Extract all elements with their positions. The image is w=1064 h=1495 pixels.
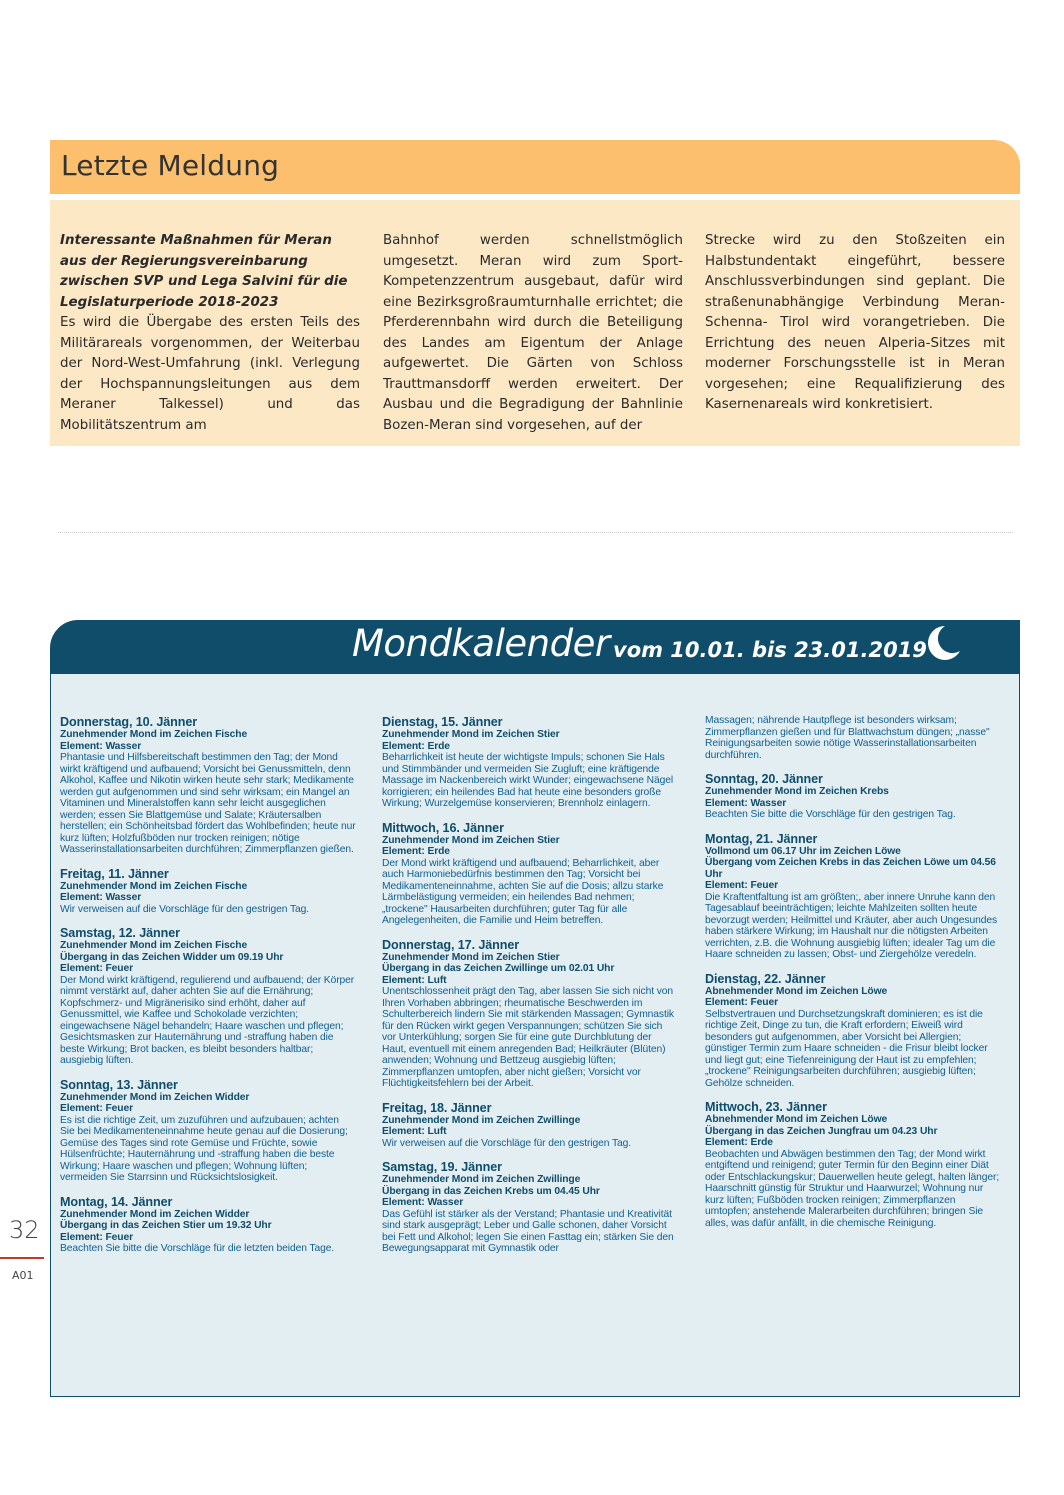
calendar-entry-moon-info: Übergang in das Zeichen Jungfrau um 04.23 Uhr <box>705 1125 938 1137</box>
calendar-entry-moon-info: Zunehmender Mond im Zeichen Zwillinge <box>382 1174 581 1185</box>
calendar-entry-day: Freitag, 18. Jänner <box>382 1100 492 1115</box>
calendar-entry <box>60 867 356 916</box>
calendar-entry-moon-info: Element: Wasser <box>60 892 142 903</box>
calendar-entry-moon-info: Zunehmender Mond im Zeichen Fische <box>60 940 248 951</box>
calendar-entry-moon-info: Element: Erde <box>382 846 450 857</box>
calendar-entry-text: Beachten Sie bitte die Vorschläge für den gestrigen Tag. <box>705 809 956 820</box>
edition-code: A01 <box>12 1269 34 1282</box>
calendar-entry <box>60 1195 356 1255</box>
calendar-entry-moon-info: Element: Wasser <box>382 1197 464 1208</box>
calendar-entry-moon-info: Element: Feuer <box>705 880 778 891</box>
mondkalender-date-range: vom 10.01. bis 23.01.2019 <box>613 638 927 662</box>
calendar-entry-text: Es ist die richtige Zeit, um zuzuführen und aufzubauen; achten Sie bei Medikamenteneinnahme heute genau auf die Dosierung; Gemüse des Tages sind rote Gemüse und Früchte, sowie Hülsenfrüchte; Hauternährung und -straffung haben die beste Wirkung; Haare waschen und pflegen; Wohnung lüften; vermeiden Sie Starrsinn und Rücksichtslosigkeit. <box>60 1114 348 1183</box>
calendar-entry <box>705 972 1001 1090</box>
calendar-entry-day: Montag, 14. Jänner <box>60 1194 173 1209</box>
calendar-entry-moon-info: Vollmond um 06.17 Uhr im Zeichen Löwe <box>705 845 901 857</box>
calendar-entry-moon-info: Element: Luft <box>382 974 447 986</box>
calendar-entry-text: Beobachten und Abwägen bestimmen den Tag; der Mond wirkt entgiftend und reinigend; guter Termin für den Beginn einer Diät oder Entschlackungskur; Dauerwellen heute gelegt, halten länger; Haarschnitt günstig für Struktur und Haarwurzel; Wohnung nur kurz lüften; Fußböden trocken reinigen; Zimmerpflanzen umtopfen; anstehende Malerarbeiten durchführen; bringen Sie alles, was dafür anfällt, in die chemische Reinigung. <box>705 1148 1000 1229</box>
letzte-meldung-header <box>50 140 1020 194</box>
calendar-entry-day: Sonntag, 20. Jänner <box>705 772 823 786</box>
calendar-entry <box>705 715 1001 761</box>
letzte-meldung-title: Letzte Meldung <box>61 149 280 182</box>
calendar-entry-day: Dienstag, 15. Jänner <box>382 715 503 729</box>
calendar-entry <box>60 1078 356 1184</box>
calendar-entry-moon-info: Element: Wasser <box>60 740 142 752</box>
calendar-entry-moon-info: Übergang in das Zeichen Stier um 19.32 Uhr <box>60 1220 272 1231</box>
calendar-entry <box>60 926 356 1067</box>
calendar-entry-moon-info: Element: Feuer <box>60 1231 133 1243</box>
article-text-1: Es wird die Übergabe des ersten Teils des Militärareals vorgenommen, der Weiterbau der Nord-West-Umfahrung (inkl. Verlegung der Hochspannungsleitungen aus dem Meraner Talkessel) und das Mobilitätszentrum am <box>60 315 360 433</box>
calendar-entry-day: Montag, 21. Jänner <box>705 831 818 846</box>
calendar-column-3 <box>705 715 1001 1240</box>
article-column-2 <box>383 231 683 436</box>
calendar-entry-moon-info: Übergang vom Zeichen Krebs in das Zeichen Löwe um 04.56 Uhr <box>705 857 996 880</box>
calendar-entry-moon-info: Zunehmender Mond im Zeichen Zwillinge <box>382 1114 581 1126</box>
calendar-entry-moon-info: Zunehmender Mond im Zeichen Stier <box>382 951 560 963</box>
calendar-entry <box>60 715 356 856</box>
calendar-entry-moon-info: Element: Erde <box>382 740 450 752</box>
calendar-entry <box>705 832 1001 961</box>
calendar-entry-text: Massagen; nährende Hautpflege ist besonders wirksam; Zimmerpflanzen gießen und für Blattwachstum düngen; „nasse" Reinigungsarbeiten sowie nötige Wasserinstallationsarbeiten durchführen. <box>705 715 990 761</box>
article-column-1 <box>60 231 360 436</box>
article-text-2: Bahnhof werden schnellstmöglich umgesetzt. Meran wird zum Sport-Kompetenzzentrum ausgebaut, dafür wird eine Bezirksgroßraumturnhalle errichtet; die Pferderennbahn wird durch die Beteiligung des Landes am Eigentum der Anlage aufgewertet. Die Gärten von Schloss Trauttmansdorff werden erweitert. Der Ausbau und die Begradigung der Bahnlinie Bozen-Meran sind vorgesehen, auf der <box>383 233 683 433</box>
article-lead: Interessante Maßnahmen für Meran aus der Regierungsvereinbarung zwischen SVP und Lega Salvini für die Legislaturperiode 2018-2023 <box>60 233 348 310</box>
calendar-entry-text: Wir verweisen auf die Vorschläge für den gestrigen Tag. <box>382 1137 632 1149</box>
letzte-meldung-body <box>50 200 1020 446</box>
calendar-entry-text: Beharrlichkeit ist heute der wichtigste Impuls; schonen Sie Hals und Stimmbänder und vermeiden Sie Zugluft; eine kräftigende Massage im Nackenbereich wirkt Wunder; eingewachsene Nägel korrigieren; ein heilendes Bad hat heute eine besonders große Wirkung; Wurzelgemüse konservieren; Brennholz einlagern. <box>382 752 674 809</box>
calendar-entry-moon-info: Element: Wasser <box>705 797 787 809</box>
calendar-entry-day: Mittwoch, 16. Jänner <box>382 820 504 835</box>
calendar-entry-moon-info: Übergang in das Zeichen Krebs um 04.45 Uhr <box>382 1185 600 1197</box>
calendar-entry-moon-info: Zunehmender Mond im Zeichen Fische <box>60 729 248 740</box>
calendar-entry <box>382 1101 678 1150</box>
calendar-entry-text: Der Mond wirkt kräftigend, regulierend und aufbauend; der Körper nimmt verstärkt auf, daher achten Sie auf die Ernährung; Kopfschmerz- und Migränerisiko sind erhöht, daher auf Genussmittel, wie Kaffee und Schokolade verzichten; eingewachsene Nägel behandeln; Haare waschen und pflegen; Gesichtsmasken zur Hauternährung und -straffung haben die beste Wirkung; Brot backen, es bleibt besonders haltbar; ausgiebig lüften. <box>60 974 355 1066</box>
calendar-entry-moon-info: Zunehmender Mond im Zeichen Stier <box>382 834 560 846</box>
calendar-entry-moon-info: Zunehmender Mond im Zeichen Fische <box>60 880 248 892</box>
calendar-entry-moon-info: Zunehmender Mond im Zeichen Stier <box>382 729 560 740</box>
calendar-entry-moon-info: Element: Feuer <box>705 997 778 1008</box>
crescent-moon-icon <box>923 623 963 663</box>
calendar-column-1 <box>60 715 356 1266</box>
calendar-entry-moon-info: Abnehmender Mond im Zeichen Löwe <box>705 985 888 997</box>
calendar-entry-moon-info: Zunehmender Mond im Zeichen Krebs <box>705 786 889 797</box>
calendar-entry-day: Samstag, 12. Jänner <box>60 926 180 940</box>
calendar-entry-moon-info: Element: Feuer <box>60 963 133 974</box>
calendar-entry-day: Sonntag, 13. Jänner <box>60 1077 178 1092</box>
calendar-entry-text: Die Kraftentfaltung ist am größten;, aber innere Unruhe kann den Tagesablauf beeinträchtigen; leichte Mahlzeiten sollten heute bevorzugt werden; Heilmittel und Kräuter, aber auch Ungesundes haben stärkere Wirkung; im Haushalt nur die nötigsten Arbeiten verrichten, z.B. die Wohnung ausgiebig lüften; idealer Tag um die Haare schneiden zu lassen; Obst- und Ziergehölze veredeln. <box>705 891 998 960</box>
calendar-entry-text: Das Gefühl ist stärker als der Verstand; Phantasie und Kreativität sind stark ausgeprägt; Leber und Galle schonen, daher Vorsicht bei Fett und Alkohol; legen Sie einen Fasttag ein; stärken Sie den Bewegungsapparat mit Gymnastik oder <box>382 1208 674 1254</box>
calendar-entry-day: Samstag, 19. Jänner <box>382 1160 502 1174</box>
calendar-entry-moon-info: Element: Feuer <box>60 1103 133 1114</box>
section-divider <box>58 532 1013 533</box>
calendar-entry-moon-info: Element: Erde <box>705 1137 773 1148</box>
calendar-entry-moon-info: Zunehmender Mond im Zeichen Widder <box>60 1091 250 1103</box>
mondkalender-header <box>50 620 1020 674</box>
calendar-entry-text: Beachten Sie bitte die Vorschläge für die letzten beiden Tage. <box>60 1243 335 1254</box>
calendar-entry-text: Selbstvertrauen und Durchsetzungskraft dominieren; es ist die richtige Zeit, Dinge zu tun, die Kraft erfordern; Eiweiß wird besonders gut aufgenommen, aber Vorsicht bei Allergien; günstiger Termin zum Haare schneiden - die Frisur bleibt locker und liegt gut; eine Tiefenreinigung der Haut ist zu empfehlen; „trockene" Reinigungsarbeiten durchführen; ausgiebig lüften; Gehölze schneiden. <box>705 1008 988 1089</box>
calendar-entry-text: Wir verweisen auf die Vorschläge für den gestrigen Tag. <box>60 903 310 915</box>
page-number: 32 <box>9 1216 40 1244</box>
mondkalender-title: Mondkalender <box>352 622 610 665</box>
calendar-entry-moon-info: Übergang in das Zeichen Zwillinge um 02.01 Uhr <box>382 963 615 974</box>
calendar-entry-moon-info: Element: Luft <box>382 1126 447 1137</box>
calendar-entry-day: Dienstag, 22. Jänner <box>705 971 826 986</box>
calendar-entry-day: Donnerstag, 17. Jänner <box>382 937 520 952</box>
calendar-entry-moon-info: Abnehmender Mond im Zeichen Löwe <box>705 1114 888 1125</box>
article-text-3: Strecke wird zu den Stoßzeiten ein Halbstundentakt eingeführt, bessere Anschlussverbindungen sind geplant. Die straßenunabhängige Verbindung Meran-Schenna- Tirol wird vorangetrieben. Die Errichtung des neuen Alperia-Sitzes mit moderner Forschungsstelle ist in Meran vorgesehen; eine Requalifizierung des Kasernenareals wird konkretisiert. <box>705 233 1005 412</box>
calendar-entry <box>382 938 678 1090</box>
calendar-entry <box>705 772 1001 821</box>
page-number-rule <box>0 1257 44 1259</box>
calendar-entry <box>382 1160 678 1255</box>
calendar-entry-day: Freitag, 11. Jänner <box>60 866 169 881</box>
calendar-entry-text: Der Mond wirkt kräftigend und aufbauend; Beharrlichkeit, aber auch Harmoniebedürfnis bestimmen den Tag; Vorsicht bei Medikamenteneinnahme, achten Sie auf die Dosis; allzu starke Lärmbelästigung vermeiden; ein heilendes Bad nehmen; „trockene" Hausarbeiten durchführen; guter Tag für alle Angelegenheiten, die Familie und Heim betreffen. <box>382 857 664 926</box>
calendar-entry-moon-info: Zunehmender Mond im Zeichen Widder <box>60 1208 250 1220</box>
calendar-column-2 <box>382 715 678 1266</box>
calendar-entry-moon-info: Übergang in das Zeichen Widder um 09.19 Uhr <box>60 951 284 963</box>
calendar-entry <box>382 821 678 927</box>
calendar-entry <box>705 1100 1001 1229</box>
mondkalender-body <box>50 674 1020 1397</box>
calendar-entry-day: Donnerstag, 10. Jänner <box>60 715 198 729</box>
calendar-entry-text: Phantasie und Hilfsbereitschaft bestimmen den Tag; der Mond wirkt kräftigend und aufbauend; Vorsicht bei Genussmitteln, denn Alkohol, Kaffee und Nikotin wirken heute sehr stark; Medikamente werden gut aufgenommen und sind sehr wirksam; ein Mangel an Vitaminen und Mineralstoffen kann sehr leicht ausgeglichen werden; essen Sie Blattgemüse und Salate; Kräutersalben herstellen; ein Schönheitsbad fördert das Wohlbefinden; heute nur kurz lüften; Holzfußböden nur trocken reinigen; nötige Wasserinstallationsarbeiten durchführen; Zimmerpflanzen gießen. <box>60 752 356 855</box>
calendar-entry-text: Unentschlossenheit prägt den Tag, aber lassen Sie sich nicht von Ihren Vorhaben abbringen; rheumatische Beschwerden im Schulterbereich lindern Sie mit stärkenden Massagen; Gymnastik für den Rücken wirkt gegen Verspannungen; schützen Sie sich vor Unterkühlung; sorgen Sie für eine gute Durchblutung der Haut, eventuell mit einem anregenden Bad; Heilkräuter (Blüten) anwenden; Wohnung und Bettzeug ausgiebig lüften; Zimmerpflanzen umtopfen, aber nicht gießen; Vorsicht vor Flüchtigkeitsfehlern bei der Arbeit. <box>382 986 674 1089</box>
article-column-3 <box>705 231 1005 416</box>
calendar-entry-day: Mittwoch, 23. Jänner <box>705 1100 827 1114</box>
calendar-entry <box>382 715 678 810</box>
